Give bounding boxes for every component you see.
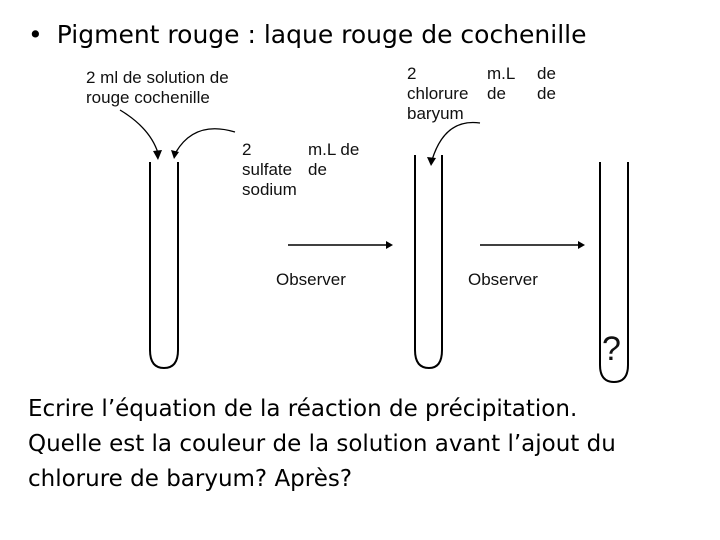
pour-arrow-barium	[432, 122, 480, 160]
test-tube-2	[415, 155, 442, 368]
label-cochineal: 2 ml de solution de rouge cochenille	[86, 68, 229, 107]
pour-arrow-cochineal	[120, 110, 158, 153]
arrowhead-sulfate	[171, 150, 179, 159]
bullet-icon: •	[28, 20, 43, 49]
arrowhead-barium	[427, 157, 436, 166]
pour-arrow-sulfate	[176, 129, 235, 152]
label-sulfate: 2 m.L de sulfate de sodium	[242, 140, 360, 199]
observe-label-2: Observer	[468, 270, 538, 289]
title-text: Pigment rouge : laque rouge de cochenille	[56, 20, 587, 49]
test-tube-1	[150, 162, 178, 368]
label-barium: 2 m.L de chlorure de de baryum	[407, 64, 556, 123]
observe-arrowhead-2	[578, 241, 585, 249]
question-line-2: Quelle est la couleur de la solution avant l’ajout du	[28, 431, 616, 457]
question-line-1: Ecrire l’équation de la réaction de précipitation.	[28, 396, 578, 422]
question-mark: ?	[602, 330, 621, 368]
question-line-3: chlorure de baryum? Après?	[28, 466, 353, 492]
observe-label-1: Observer	[276, 270, 346, 289]
arrowhead-cochineal	[153, 150, 162, 160]
observe-arrowhead-1	[386, 241, 393, 249]
question-block	[28, 392, 708, 497]
